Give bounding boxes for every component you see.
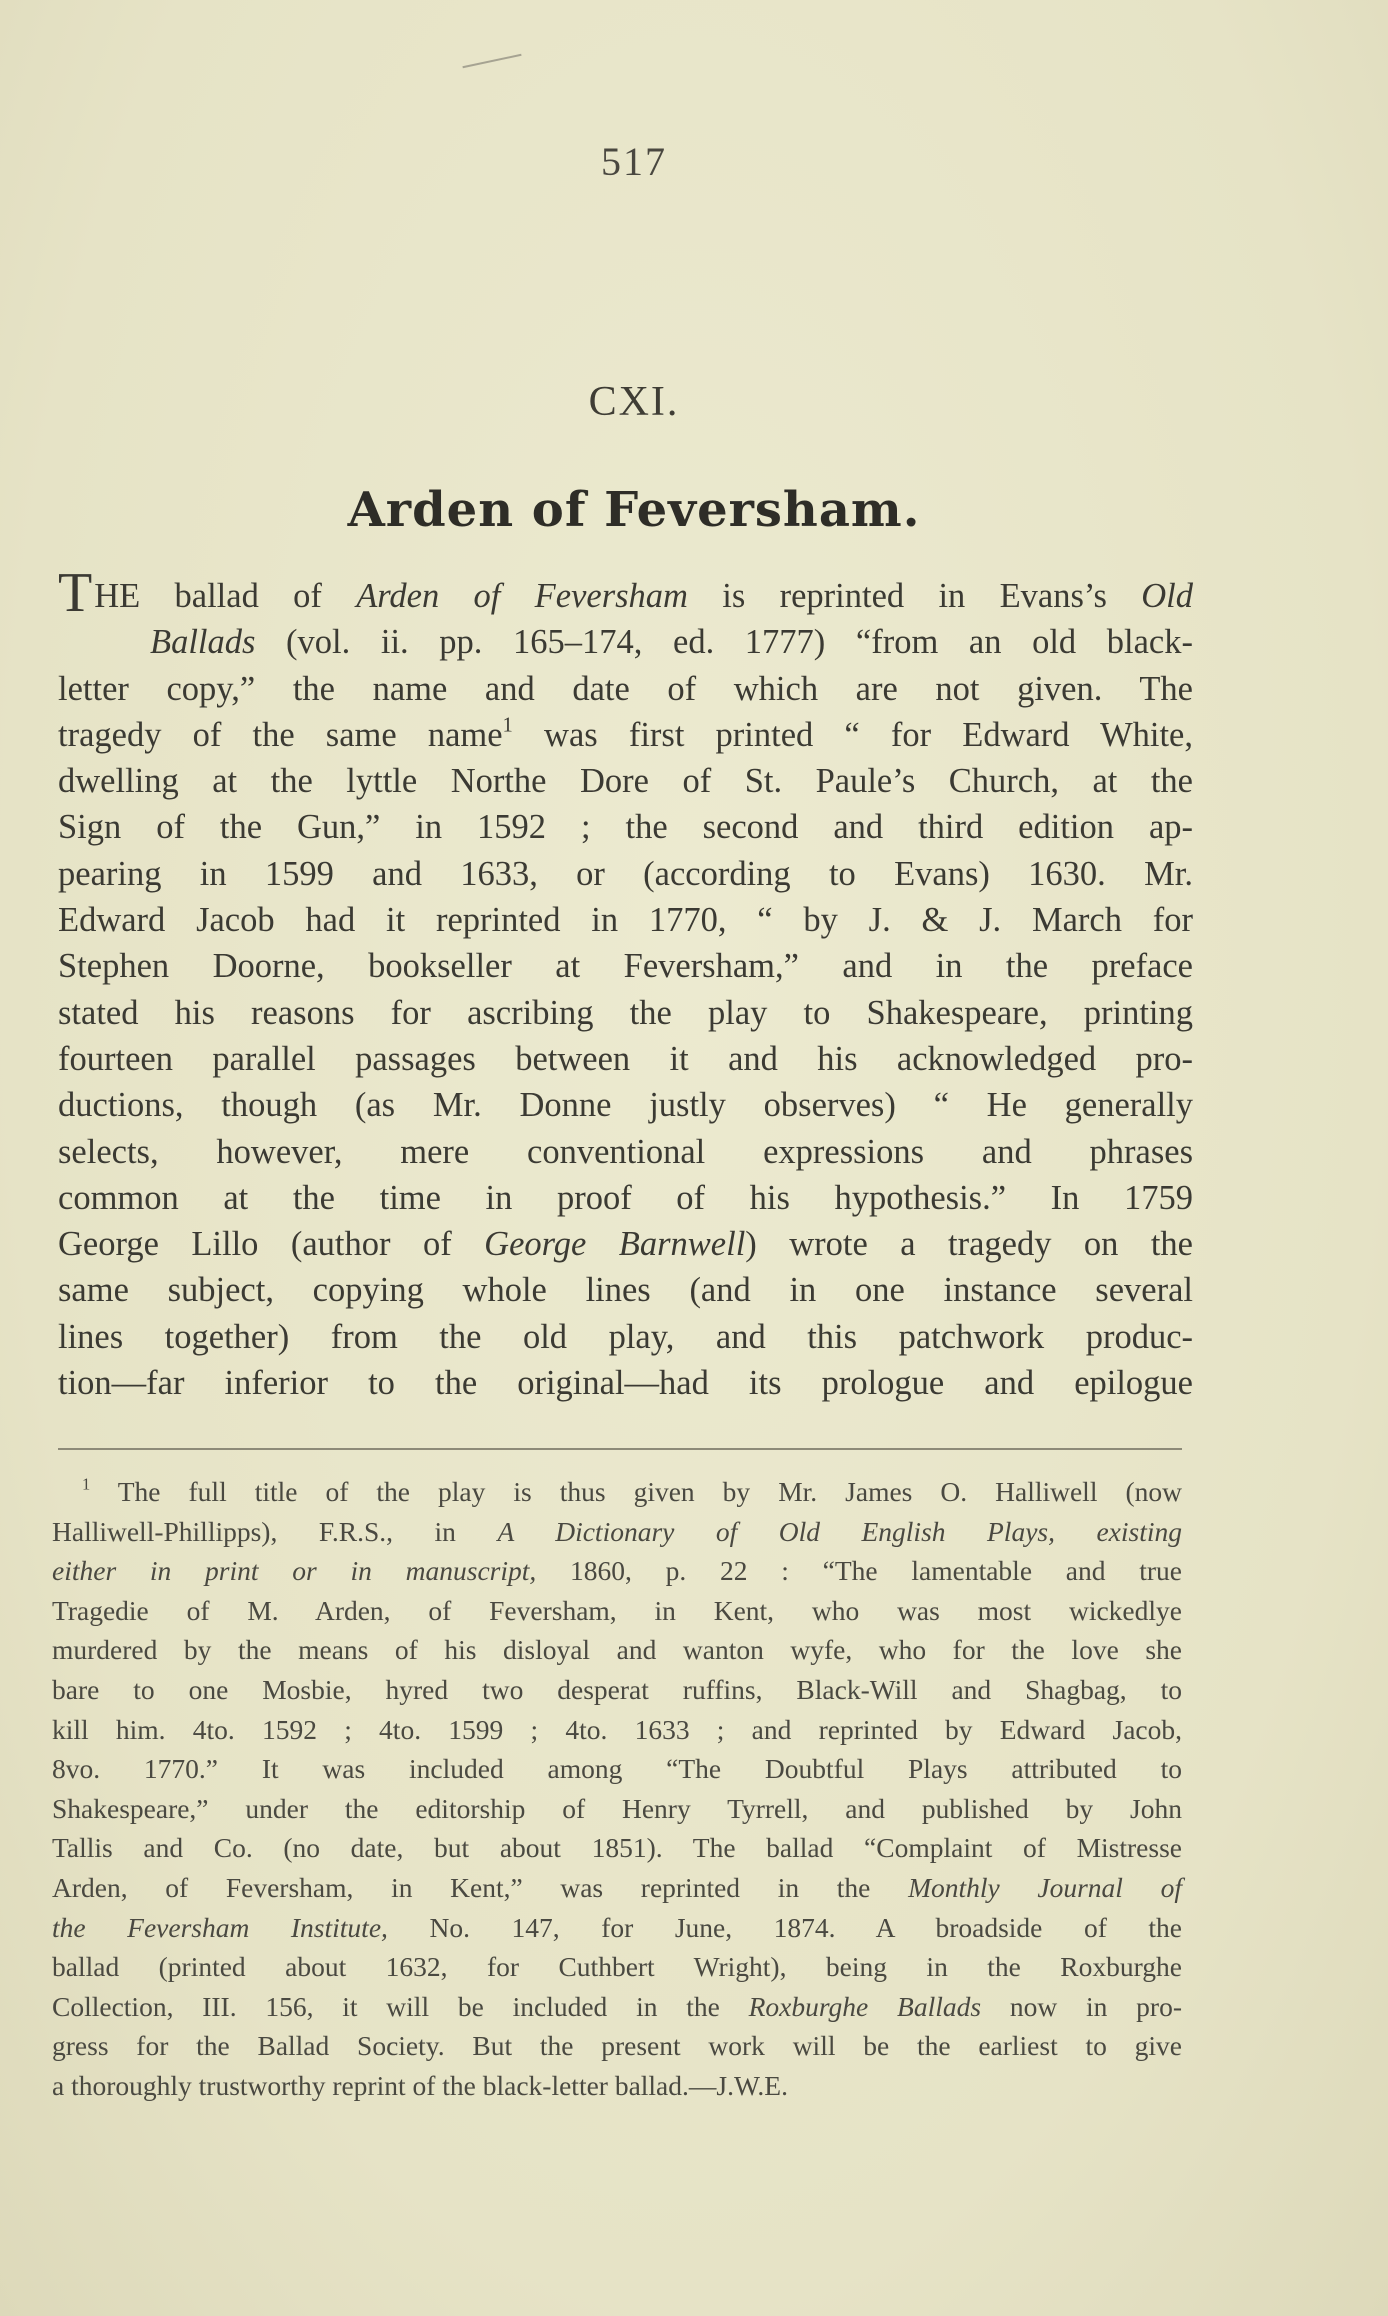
text-segment: dwelling at the lyttle Northe Dore of St. Paule’s Church, at the: [58, 762, 1193, 801]
text-segment: tragedy of the same name: [58, 715, 503, 754]
text-segment: fourteen parallel passages between it and his acknowledged pro-: [58, 1039, 1193, 1078]
text-segment: letter copy,” the name and date of which are not given. The: [58, 669, 1193, 708]
body-line: [58, 619, 1193, 665]
section-number: CXI.: [588, 379, 680, 425]
footnote-line: [52, 1868, 1182, 1908]
text-segment: Halliwell-Phillipps), F.R.S., in: [52, 1515, 498, 1547]
text-segment: 8vo. 1770.” It was included among “The Doubtful Plays attributed to: [52, 1753, 1182, 1785]
text-segment: kill him. 4to. 1592 ; 4to. 1599 ; 4to. 1633 ; and reprinted by Edward Jacob,: [52, 1713, 1182, 1745]
text-segment: bare to one Mosbie, hyred two desperat ruffins, Black-Will and Shagbag, to: [52, 1673, 1182, 1705]
text-segment: No. 147, for June, 1874. A broadside of the: [387, 1911, 1183, 1943]
body-line: [58, 804, 1193, 850]
footnote-line: [52, 1749, 1182, 1789]
italic-text: the Feversham Institute,: [52, 1911, 388, 1943]
text-segment: Sign of the Gun,” in 1592 ; the second and third edition ap-: [58, 808, 1193, 847]
body-line: [58, 562, 1193, 624]
text-segment: now in pro-: [981, 1990, 1182, 2022]
footnote-line: [52, 1591, 1182, 1631]
text-segment: HE ballad of: [94, 577, 357, 615]
text-segment: Tragedie of M. Arden, of Feversham, in Kent, who was most wickedlye: [52, 1594, 1182, 1626]
footnote-line: [52, 1670, 1182, 1710]
body-line: [58, 1175, 1193, 1221]
body-line: [58, 712, 1193, 758]
body-line: [58, 1036, 1193, 1082]
text-segment: (vol. ii. pp. 165–174, ed. 1777) “from an old black-: [255, 623, 1193, 662]
footnote-line: [52, 1710, 1182, 1750]
text-segment: stated his reasons for ascribing the play to Shakespeare, printing: [58, 993, 1193, 1032]
footnote-line: [52, 1512, 1182, 1552]
body-line: [58, 1082, 1193, 1128]
footnote-line: [52, 1947, 1182, 1987]
body-line: [58, 1221, 1193, 1267]
body-line: [58, 990, 1193, 1036]
footnote-line: [52, 1828, 1182, 1868]
body-line: [58, 1360, 1193, 1406]
italic-text: Roxburghe Ballads: [748, 1990, 982, 2022]
text-segment: lines together) from the old play, and this patchwork produc-: [58, 1317, 1193, 1356]
italic-text: Old: [1141, 577, 1193, 615]
footnote-line: [52, 1630, 1182, 1670]
body-line: [58, 943, 1193, 989]
text-segment: George Lillo (author of: [58, 1225, 485, 1264]
italic-text: Ballads: [150, 623, 256, 662]
footnote-line: [52, 1551, 1182, 1591]
text-segment: ductions, though (as Mr. Donne justly observes) “ He generally: [58, 1086, 1193, 1125]
text-segment: tion—far inferior to the original—had its prologue and epilogue: [58, 1364, 1193, 1403]
body-line: [58, 851, 1193, 897]
footnote-line: [52, 2066, 1182, 2106]
drop-cap: T: [58, 562, 93, 624]
text-segment: is reprinted in Evans’s: [687, 577, 1142, 615]
body-line: [58, 1129, 1193, 1175]
text-segment: Shakespeare,” under the editorship of Henry Tyrrell, and published by John: [52, 1792, 1182, 1824]
text-segment: gress for the Ballad Society. But the present work will be the earliest to give: [52, 2030, 1182, 2062]
page-number: 517: [601, 139, 667, 184]
body-text: [58, 562, 1193, 1406]
text-segment: Stephen Doorne, bookseller at Feversham,” and in the preface: [58, 947, 1193, 986]
text-segment: Arden, of Feversham, in Kent,” was reprinted in the: [52, 1871, 909, 1903]
italic-text: Monthly Journal of: [908, 1871, 1182, 1903]
text-segment: Collection, III. 156, it will be included in the: [52, 1990, 749, 2022]
footnote-line: [52, 1987, 1182, 2027]
footnotes: [52, 1472, 1182, 2106]
text-segment: Edward Jacob had it reprinted in 1770, “ by J. & J. March for: [58, 901, 1193, 940]
footnote-line: [52, 1472, 1182, 1512]
text-segment: same subject, copying whole lines (and in one instance several: [58, 1271, 1193, 1310]
footnote-marker: 1: [502, 714, 513, 737]
text-segment: selects, however, mere conventional expressions and phrases: [58, 1132, 1193, 1171]
text-segment: common at the time in proof of his hypothesis.” In 1759: [58, 1178, 1193, 1217]
ballad-title: Arden of Feversham.: [347, 482, 921, 538]
italic-text: A Dictionary of Old English Plays, existing: [497, 1515, 1183, 1547]
text-segment: Tallis and Co. (no date, but about 1851). The ballad “Complaint of Mistresse: [52, 1832, 1182, 1864]
text-segment: ) wrote a tragedy on the: [745, 1225, 1193, 1264]
pencil-mark: [462, 54, 521, 68]
text-segment: ballad (printed about 1632, for Cuthbert Wright), being in the Roxburghe: [52, 1951, 1182, 1983]
text-segment: murdered by the means of his disloyal and wanton wyfe, who for the love she: [52, 1634, 1182, 1666]
footnote-rule: [58, 1448, 1182, 1450]
text-segment: a thoroughly trustworthy reprint of the black-letter ballad.—J.W.E.: [52, 2069, 788, 2101]
body-line: [58, 897, 1193, 943]
text-segment: was first printed “ for Edward White,: [512, 715, 1193, 754]
body-line: [58, 666, 1193, 712]
footnote-line: [52, 1789, 1182, 1829]
italic-text: either in print or in manuscript,: [52, 1555, 537, 1587]
text-segment: 1860, p. 22 : “The lamentable and true: [536, 1555, 1182, 1587]
body-line: [58, 1314, 1193, 1360]
text-segment: pearing in 1599 and 1633, or (according to Evans) 1630. Mr.: [58, 854, 1193, 893]
text-segment: The full title of the play is thus given by Mr. James O. Halliwell (now: [90, 1476, 1182, 1507]
italic-text: Arden of Feversham: [356, 577, 688, 615]
footnote-marker: 1: [82, 1474, 91, 1494]
footnote-line: [52, 2026, 1182, 2066]
body-line: [58, 1267, 1193, 1313]
body-line: [58, 758, 1193, 804]
footnote-line: [52, 1908, 1182, 1948]
italic-text: George Barnwell: [484, 1225, 746, 1264]
